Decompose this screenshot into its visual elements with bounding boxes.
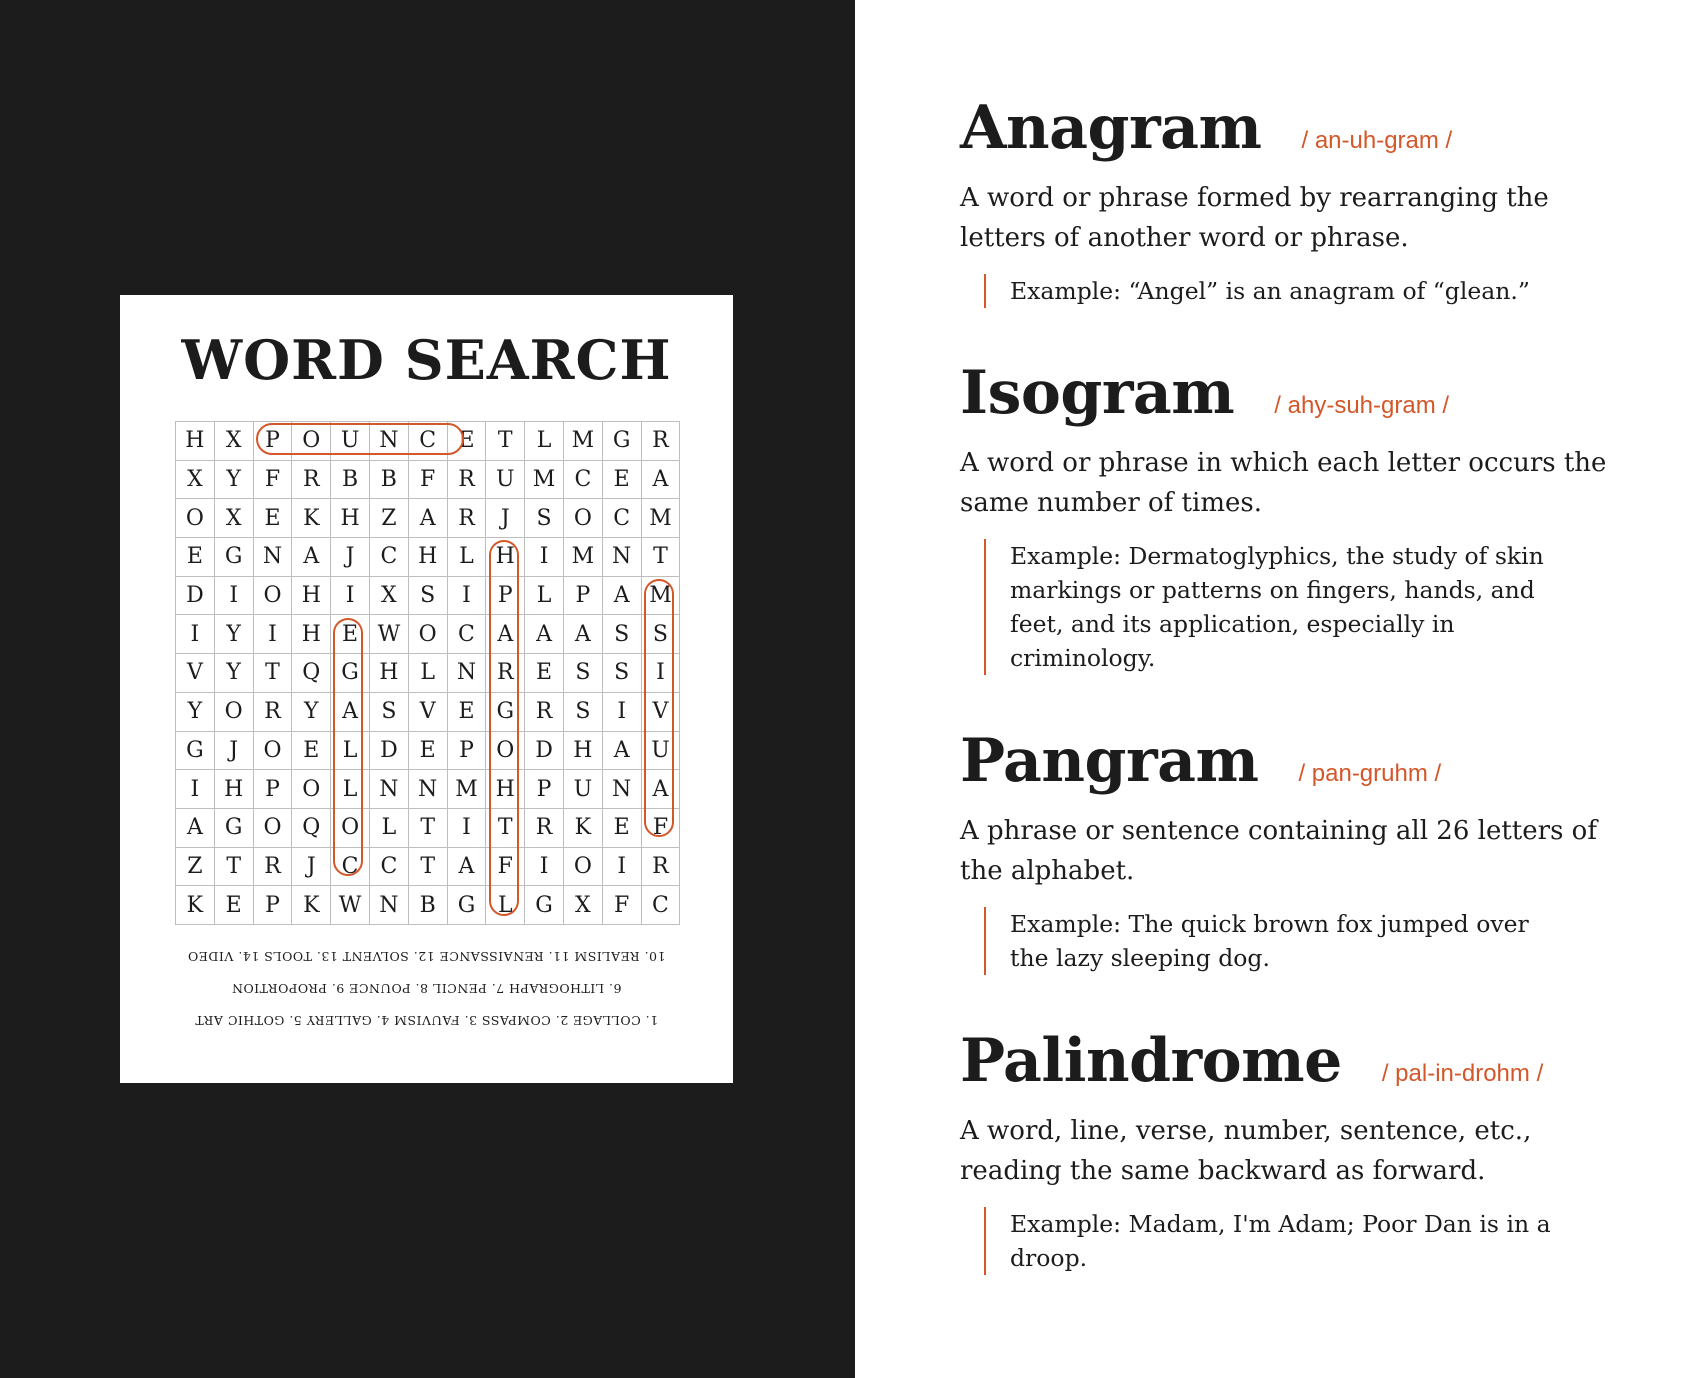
grid-cell: H xyxy=(215,770,254,809)
entry-isogram xyxy=(960,358,1660,675)
grid-cell: I xyxy=(448,809,487,848)
grid-cell: C xyxy=(448,615,487,654)
grid-cell: Y xyxy=(292,693,331,732)
grid-cell: I xyxy=(603,693,642,732)
grid-cell: U xyxy=(564,770,603,809)
grid-cell: B xyxy=(331,461,370,500)
grid-cell: J xyxy=(292,848,331,887)
grid-cell: N xyxy=(370,422,409,461)
grid-cell: R xyxy=(642,422,681,461)
grid-cell: V xyxy=(409,693,448,732)
grid-cell: I xyxy=(215,577,254,616)
grid-cell: T xyxy=(642,538,681,577)
grid-cell: E xyxy=(603,809,642,848)
grid-cell: G xyxy=(331,654,370,693)
term-title: Anagram xyxy=(960,93,1262,163)
entry-palindrome xyxy=(960,1026,1660,1275)
grid-cell: C xyxy=(331,848,370,887)
grid-cell: H xyxy=(564,732,603,771)
grid-cell: I xyxy=(448,577,487,616)
grid-cell: H xyxy=(292,577,331,616)
grid-cell: P xyxy=(564,577,603,616)
word-list-line: 6. LITHOGRAPH 7. PENCIL 8. POUNCE 9. PROPORTION xyxy=(231,981,622,996)
grid-cell: O xyxy=(292,422,331,461)
grid-cell: S xyxy=(603,615,642,654)
grid-cell: S xyxy=(564,693,603,732)
grid-cell: X xyxy=(215,422,254,461)
grid-cell: K xyxy=(292,499,331,538)
example-quote: Example: Dermatoglyphics, the study of skin markings or patterns on fingers, hands, and feet, and its application, especially in criminology. xyxy=(984,539,1570,675)
grid-cell: K xyxy=(176,886,215,925)
grid-cell: A xyxy=(603,732,642,771)
grid-cell: A xyxy=(642,461,681,500)
grid-cell: O xyxy=(254,577,293,616)
grid-cell: N xyxy=(603,770,642,809)
pronunciation: / ahy-suh-gram / xyxy=(1274,392,1450,419)
grid-cell: E xyxy=(292,732,331,771)
grid-cell: C xyxy=(564,461,603,500)
grid-cell: A xyxy=(331,693,370,732)
example-quote: Example: Madam, I'm Adam; Poor Dan is in a droop. xyxy=(984,1207,1570,1275)
grid-cell: R xyxy=(486,654,525,693)
grid-cell: Y xyxy=(215,461,254,500)
grid-cell: X xyxy=(564,886,603,925)
grid-cell: H xyxy=(176,422,215,461)
grid-cell: P xyxy=(525,770,564,809)
grid-cell: F xyxy=(486,848,525,887)
grid-cell: I xyxy=(525,538,564,577)
grid-cell: E xyxy=(176,538,215,577)
grid-cell: X xyxy=(370,577,409,616)
grid-cell: Z xyxy=(176,848,215,887)
grid-cell: I xyxy=(642,654,681,693)
grid-cell: I xyxy=(525,848,564,887)
grid-cell: B xyxy=(370,461,409,500)
grid-cell: U xyxy=(331,422,370,461)
example-quote: Example: “Angel” is an anagram of “glean.” xyxy=(984,274,1570,308)
grid-cell: A xyxy=(564,615,603,654)
grid-cell: V xyxy=(176,654,215,693)
grid-cell: V xyxy=(642,693,681,732)
grid-cell: T xyxy=(215,848,254,887)
grid-cell: O xyxy=(215,693,254,732)
grid-cell: G xyxy=(603,422,642,461)
grid-cell: H xyxy=(486,770,525,809)
grid-cell: X xyxy=(176,461,215,500)
grid-cell: R xyxy=(448,499,487,538)
grid-cell: M xyxy=(564,538,603,577)
grid-cell: F xyxy=(254,461,293,500)
grid-cell: O xyxy=(254,809,293,848)
grid-cell: C xyxy=(409,422,448,461)
grid-cell: N xyxy=(370,886,409,925)
grid-cell: N xyxy=(254,538,293,577)
grid-cell: J xyxy=(215,732,254,771)
grid-cell: O xyxy=(176,499,215,538)
grid-cell: M xyxy=(448,770,487,809)
grid-cell: G xyxy=(176,732,215,771)
grid-cell: P xyxy=(448,732,487,771)
term-title: Palindrome xyxy=(960,1026,1342,1096)
grid-cell: T xyxy=(486,422,525,461)
grid-cell: R xyxy=(254,693,293,732)
grid-cell: R xyxy=(292,461,331,500)
grid-cell: Q xyxy=(292,809,331,848)
letter-grid xyxy=(175,421,680,925)
grid-cell: R xyxy=(254,848,293,887)
definition: A phrase or sentence containing all 26 letters of the alphabet. xyxy=(960,816,1597,886)
grid-cell: R xyxy=(525,809,564,848)
grid-cell: F xyxy=(409,461,448,500)
grid-cell: H xyxy=(370,654,409,693)
grid-cell: I xyxy=(176,770,215,809)
grid-cell: R xyxy=(525,693,564,732)
grid-cell: N xyxy=(448,654,487,693)
grid-cell: N xyxy=(370,770,409,809)
grid-cell: A xyxy=(176,809,215,848)
term-title: Pangram xyxy=(960,726,1259,796)
definition: A word or phrase in which each letter occurs the same number of times. xyxy=(960,448,1607,518)
grid-cell: D xyxy=(525,732,564,771)
grid-cell: K xyxy=(292,886,331,925)
grid-cell: E xyxy=(448,422,487,461)
grid-cell: K xyxy=(564,809,603,848)
grid-cell: X xyxy=(215,499,254,538)
grid-cell: C xyxy=(370,848,409,887)
grid-cell: H xyxy=(292,615,331,654)
word-list-upside-down xyxy=(150,940,703,1036)
grid-cell: I xyxy=(254,615,293,654)
grid-cell: E xyxy=(254,499,293,538)
grid-cell: G xyxy=(448,886,487,925)
term-title: Isogram xyxy=(960,358,1235,428)
grid-cell: H xyxy=(486,538,525,577)
grid-cell: Y xyxy=(215,654,254,693)
grid-cell: O xyxy=(564,848,603,887)
grid-cell: A xyxy=(409,499,448,538)
grid-cell: R xyxy=(448,461,487,500)
grid-cell: H xyxy=(331,499,370,538)
grid-cell: P xyxy=(254,770,293,809)
grid-cell: S xyxy=(603,654,642,693)
grid-cell: J xyxy=(486,499,525,538)
word-list-line: 1. COLLAGE 2. COMPASS 3. FAUVISM 4. GALLERY 5. GOTHIC ART xyxy=(194,1013,659,1028)
grid-cell: F xyxy=(603,886,642,925)
grid-cell: S xyxy=(409,577,448,616)
grid-cell: P xyxy=(486,577,525,616)
pronunciation: / pal-in-drohm / xyxy=(1381,1060,1544,1087)
grid-cell: E xyxy=(409,732,448,771)
grid-cell: A xyxy=(448,848,487,887)
grid-cell: G xyxy=(215,809,254,848)
definition: A word or phrase formed by rearranging the letters of another word or phrase. xyxy=(960,183,1549,253)
grid-cell: C xyxy=(603,499,642,538)
grid-cell: T xyxy=(409,848,448,887)
grid-cell: Q xyxy=(292,654,331,693)
grid-cell: E xyxy=(603,461,642,500)
grid-cell: M xyxy=(642,499,681,538)
word-search-title: WORD SEARCH xyxy=(181,328,672,392)
grid-cell: E xyxy=(525,654,564,693)
grid-cell: U xyxy=(486,461,525,500)
grid-cell: A xyxy=(525,615,564,654)
grid-cell: L xyxy=(525,422,564,461)
grid-cell: S xyxy=(642,615,681,654)
grid-cell: M xyxy=(525,461,564,500)
grid-cell: A xyxy=(603,577,642,616)
grid-cell: T xyxy=(409,809,448,848)
grid-cell: D xyxy=(370,732,409,771)
word-list-line: 10. REALISM 11. RENAISSANCE 12. SOLVENT 13. TOOLS 14. VIDEO xyxy=(187,949,666,964)
grid-cell: P xyxy=(254,886,293,925)
grid-cell: L xyxy=(370,809,409,848)
grid-cell: W xyxy=(370,615,409,654)
grid-cell: I xyxy=(176,615,215,654)
grid-cell: U xyxy=(642,732,681,771)
grid-cell: D xyxy=(176,577,215,616)
pronunciation: / pan-gruhm / xyxy=(1298,760,1442,787)
grid-cell: M xyxy=(564,422,603,461)
grid-cell: L xyxy=(448,538,487,577)
grid-cell: A xyxy=(486,615,525,654)
grid-cell: W xyxy=(331,886,370,925)
glossary-panel xyxy=(960,0,1660,1378)
grid-cell: E xyxy=(448,693,487,732)
grid-cell: O xyxy=(409,615,448,654)
grid-cell: G xyxy=(486,693,525,732)
grid-cell: E xyxy=(215,886,254,925)
pronunciation: / an-uh-gram / xyxy=(1301,127,1453,154)
grid-cell: O xyxy=(331,809,370,848)
example-quote: Example: The quick brown fox jumped over the lazy sleeping dog. xyxy=(984,907,1570,975)
grid-cell: F xyxy=(642,809,681,848)
grid-cell: J xyxy=(331,538,370,577)
grid-cell: G xyxy=(525,886,564,925)
grid-cell: L xyxy=(486,886,525,925)
grid-cell: R xyxy=(642,848,681,887)
grid-cell: Y xyxy=(215,615,254,654)
grid-cell: L xyxy=(525,577,564,616)
grid-cell: A xyxy=(292,538,331,577)
grid-cell: C xyxy=(370,538,409,577)
grid-cell: N xyxy=(603,538,642,577)
grid-cell: H xyxy=(409,538,448,577)
grid-cell: O xyxy=(292,770,331,809)
entry-anagram xyxy=(960,93,1660,308)
grid-cell: I xyxy=(331,577,370,616)
grid-cell: Z xyxy=(370,499,409,538)
grid-cell: O xyxy=(254,732,293,771)
grid-cell: S xyxy=(564,654,603,693)
grid-cell: N xyxy=(409,770,448,809)
grid-cell: P xyxy=(254,422,293,461)
grid-cell: S xyxy=(370,693,409,732)
grid-cell: O xyxy=(564,499,603,538)
grid-cell: G xyxy=(215,538,254,577)
grid-cell: B xyxy=(409,886,448,925)
grid-cell: M xyxy=(642,577,681,616)
grid-cell: C xyxy=(642,886,681,925)
grid-cell: I xyxy=(603,848,642,887)
grid-cell: L xyxy=(409,654,448,693)
grid-cell: A xyxy=(642,770,681,809)
grid-cell: Y xyxy=(176,693,215,732)
grid-cell: T xyxy=(486,809,525,848)
grid-cell: L xyxy=(331,770,370,809)
grid-cell: O xyxy=(486,732,525,771)
grid-cell: E xyxy=(331,615,370,654)
grid-cell: T xyxy=(254,654,293,693)
grid-cell: S xyxy=(525,499,564,538)
grid-cell: L xyxy=(331,732,370,771)
word-search-card xyxy=(120,295,733,1083)
definition: A word, line, verse, number, sentence, etc., reading the same backward as forward. xyxy=(960,1116,1532,1186)
entry-pangram xyxy=(960,726,1660,975)
